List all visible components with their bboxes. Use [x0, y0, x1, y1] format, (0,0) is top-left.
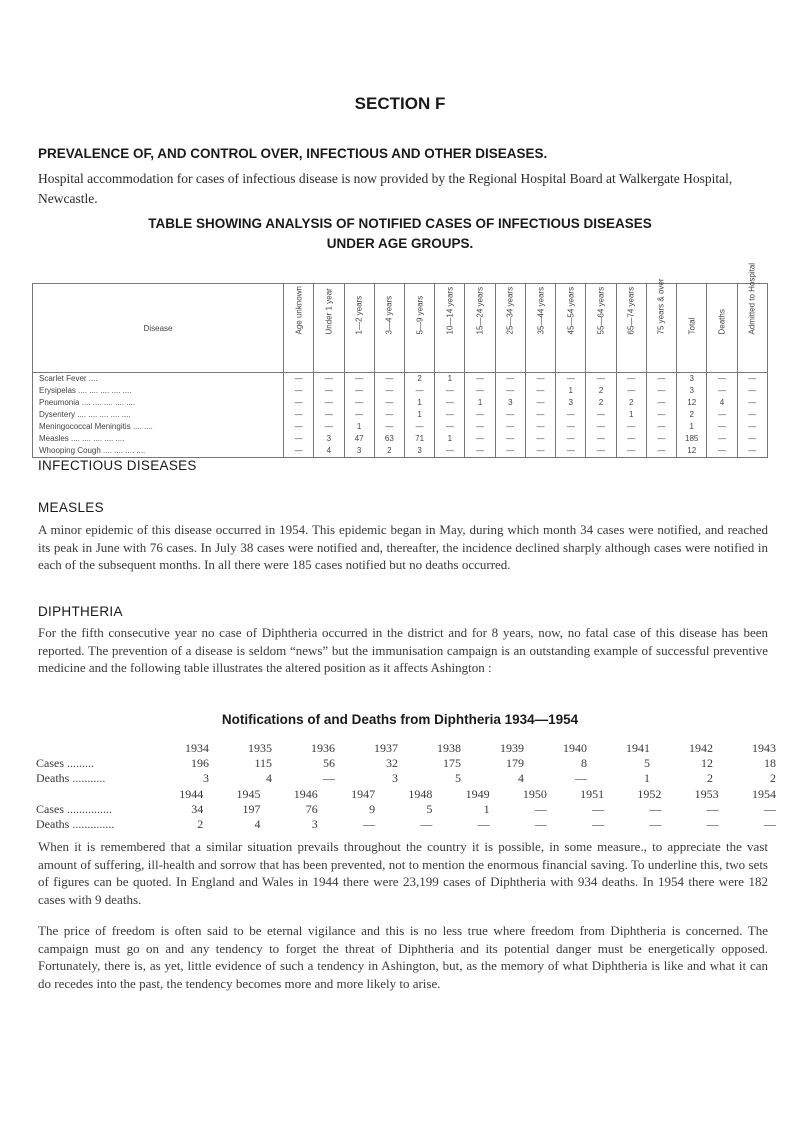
age-table-body — [33, 373, 768, 458]
table-cell: — — [556, 433, 586, 445]
table-cell: — — [646, 433, 676, 445]
table-cell: 1 — [435, 433, 465, 445]
year-row-value: 1934 — [185, 741, 209, 755]
column-header: Admitted to Hospital — [747, 262, 757, 334]
table-cell: — — [495, 373, 525, 386]
cases-row-value: — — [592, 802, 605, 816]
prevalence-heading: PREVALENCE OF, AND CONTROL OVER, INFECTIOUS AND OTHER DISEASES. — [38, 146, 548, 161]
deaths-row-value: 4 — [266, 771, 272, 785]
cases-row-value: 76 — [305, 802, 318, 816]
table-cell: — — [495, 421, 525, 433]
year-row-label — [36, 787, 146, 802]
table-cell: — — [284, 409, 314, 421]
column-header: Age unknown — [294, 285, 304, 334]
deaths-row-value: 2 — [770, 771, 776, 785]
table-cell: — — [737, 409, 767, 421]
table-cell: — — [284, 385, 314, 397]
cases-row-value: — — [706, 802, 719, 816]
table-cell: — — [435, 445, 465, 458]
table-cell: 2 — [586, 397, 616, 409]
disease-name: Scarlet Fever .... — [33, 373, 284, 386]
cases-row-value: 56 — [323, 756, 335, 770]
table-cell: — — [586, 421, 616, 433]
table-cell: 4 — [314, 445, 344, 458]
deaths-row-value: — — [764, 817, 776, 831]
table-cell: — — [646, 373, 676, 386]
deaths-row-label: Deaths ........... — [36, 771, 106, 785]
deaths-row — [36, 817, 776, 832]
table-cell: — — [404, 385, 434, 397]
table-cell: — — [314, 421, 344, 433]
cases-row — [36, 802, 776, 817]
table-cell: — — [344, 385, 374, 397]
table-cell: 12 — [677, 445, 707, 458]
year-row-value: 1945 — [236, 787, 261, 801]
deaths-row-value: 5 — [455, 771, 461, 785]
table-cell: — — [284, 373, 314, 386]
table-cell: — — [525, 397, 555, 409]
table-cell: — — [616, 421, 646, 433]
table-cell: — — [737, 421, 767, 433]
table-cell: — — [707, 385, 737, 397]
table-cell: — — [284, 445, 314, 458]
table-cell: 71 — [404, 433, 434, 445]
year-row-value: 1940 — [563, 741, 587, 755]
table-cell: — — [646, 397, 676, 409]
year-row-value: 1942 — [689, 741, 713, 755]
table-cell: — — [374, 385, 404, 397]
table-row — [33, 433, 768, 445]
year-row-value: 1941 — [626, 741, 650, 755]
table-cell: — — [525, 373, 555, 386]
year-row-value: 1947 — [351, 787, 376, 801]
cases-row-value: 34 — [191, 802, 204, 816]
column-header: Deaths — [717, 308, 727, 334]
table-cell: — — [586, 445, 616, 458]
year-row-value: 1943 — [752, 741, 776, 755]
table-cell: 2 — [677, 409, 707, 421]
deaths-row-label: Deaths .............. — [36, 817, 115, 831]
column-header: 45—54 years — [566, 286, 576, 334]
table-cell: — — [435, 409, 465, 421]
diphtheria-table-1934-1943 — [36, 741, 776, 786]
cases-row-value: 5 — [426, 802, 433, 816]
deaths-row-value: 4 — [518, 771, 524, 785]
table-cell: — — [495, 409, 525, 421]
diphtheria-notifications-heading: Notifications of and Deaths from Diphtheria 1934—1954 — [221, 712, 579, 727]
price-of-freedom-paragraph: The price of freedom is often said to be eternal vigilance and this is no less true where freedom from Diphtheria is concerned. The campaign must go on and any tendency to forget the threat of Diphtheria and its potential danger must be energetically opposed. Fortunately, there is, as yet, little evidence of such a tendency in Ashington, but, as the memory of what Diphtheria is like and what it can do recedes into the past, the tendency becomes more and more likely to arise. — [38, 923, 768, 991]
year-row — [36, 787, 776, 802]
diphtheria-table-1944-1954 — [36, 787, 776, 832]
table-cell: 1 — [344, 421, 374, 433]
year-row-value: 1954 — [752, 787, 776, 801]
table-heading-line1: TABLE SHOWING ANALYSIS OF NOTIFIED CASES OF INFECTIOUS DISEASES — [148, 216, 652, 231]
year-row-value: 1953 — [694, 787, 719, 801]
table-cell: — — [525, 385, 555, 397]
table-cell: — — [616, 433, 646, 445]
deaths-row-value: 2 — [197, 817, 204, 831]
disease-name: Pneumonia .... .... .... .... .... — [33, 397, 284, 409]
column-header: 5—9 years — [415, 295, 425, 334]
cases-row-value: 8 — [581, 756, 587, 770]
table-cell: 1 — [677, 421, 707, 433]
table-cell: — — [465, 433, 495, 445]
year-row-value: 1938 — [437, 741, 461, 755]
table-row — [33, 385, 768, 397]
year-row-value: 1952 — [637, 787, 662, 801]
table-cell: — — [495, 433, 525, 445]
table-row — [33, 397, 768, 409]
table-cell: — — [707, 445, 737, 458]
table-cell: 3 — [677, 385, 707, 397]
table-cell: 1 — [616, 409, 646, 421]
table-cell: — — [525, 445, 555, 458]
deaths-row-value: — — [420, 817, 433, 831]
year-row-label — [36, 741, 146, 756]
table-cell: — — [465, 445, 495, 458]
table-cell: — — [556, 445, 586, 458]
table-cell: 3 — [677, 373, 707, 386]
table-cell: — — [616, 445, 646, 458]
deaths-row-value: — — [534, 817, 547, 831]
table-cell: 3 — [556, 397, 586, 409]
cases-row — [36, 756, 776, 771]
year-row-value: 1951 — [580, 787, 605, 801]
cases-row-value: 9 — [369, 802, 376, 816]
deaths-row-value: — — [363, 817, 376, 831]
cases-row-value: — — [764, 802, 776, 816]
column-header: 55—64 years — [596, 286, 606, 334]
year-row-value: 1937 — [374, 741, 398, 755]
year-row-value: 1948 — [408, 787, 433, 801]
table-cell: 2 — [616, 397, 646, 409]
table-cell: 47 — [344, 433, 374, 445]
cases-row-value: — — [534, 802, 547, 816]
table-row — [33, 373, 768, 386]
deaths-row-value: 4 — [254, 817, 261, 831]
cases-row-value: — — [649, 802, 662, 816]
deaths-row-value: — — [575, 771, 587, 785]
table-cell: 3 — [314, 433, 344, 445]
cases-row-value: 12 — [701, 756, 713, 770]
cases-row-label: Cases ............... — [36, 802, 112, 816]
table-cell: 1 — [404, 397, 434, 409]
table-cell: — — [586, 409, 616, 421]
disease-name: Whooping Cough .... .... .... .... — [33, 445, 284, 458]
disease-name: Dysentery .... .... .... .... .... — [33, 409, 284, 421]
deaths-row-value: — — [477, 817, 490, 831]
table-cell: 185 — [677, 433, 707, 445]
table-cell: — — [586, 373, 616, 386]
cases-row-label: Cases ......... — [36, 756, 94, 770]
deaths-row-value: 2 — [707, 771, 713, 785]
table-cell: — — [344, 373, 374, 386]
remembered-paragraph: When it is remembered that a similar situation prevails throughout the country it is possible, in some measure., to appreciate the vast amount of suffering, ill-health and sorrow that has been prevented, not to mention the enormous financial saving. To underline this, two sets of figures can be quoted. In England and Wales in 1944 there were 23,199 cases of Diphtheria with 934 deaths. In 1954 there were 182 cases with 9 deaths. — [38, 839, 768, 907]
table-cell: — — [465, 385, 495, 397]
table-cell: — — [314, 409, 344, 421]
table-cell: — — [646, 421, 676, 433]
table-cell: — — [646, 409, 676, 421]
table-heading — [0, 214, 800, 254]
disease-column-header: Disease — [33, 284, 284, 373]
table-cell: — — [435, 385, 465, 397]
table-cell: — — [435, 421, 465, 433]
deaths-row-value: 3 — [311, 817, 318, 831]
table-cell: — — [374, 373, 404, 386]
table-cell: — — [465, 373, 495, 386]
deaths-row-value: 1 — [644, 771, 650, 785]
deaths-row-value: — — [706, 817, 719, 831]
year-row-value: 1936 — [311, 741, 335, 755]
table-cell: 1 — [465, 397, 495, 409]
diphtheria-paragraph: For the fifth consecutive year no case of Diphtheria occurred in the district and for 8 years, now, no fatal case of this disease has been reported. The prevention of a disease is seldom “news” but the immunisation campaign is an outstanding example of successful preventive medicine and the following table illustrates the altered position as it affects Ashington : — [38, 625, 768, 675]
table-cell: 3 — [404, 445, 434, 458]
column-header: Under 1 year — [324, 287, 334, 334]
table-cell: — — [556, 421, 586, 433]
infectious-diseases-heading: INFECTIOUS DISEASES — [38, 458, 197, 473]
cases-row-value: 197 — [242, 802, 261, 816]
table-cell: — — [314, 373, 344, 386]
table-cell: — — [374, 409, 404, 421]
table-cell: — — [525, 421, 555, 433]
table-cell: 1 — [556, 385, 586, 397]
disease-name: Measles .... .... .... .... .... — [33, 433, 284, 445]
table-cell: — — [737, 397, 767, 409]
table-cell: — — [495, 445, 525, 458]
table-cell: — — [586, 433, 616, 445]
table-cell: — — [556, 409, 586, 421]
table-cell: 2 — [586, 385, 616, 397]
column-header: 10—14 years — [445, 286, 455, 334]
diphtheria-heading: DIPHTHERIA — [38, 604, 123, 619]
table-cell: — — [737, 385, 767, 397]
year-row-value: 1946 — [293, 787, 318, 801]
deaths-row — [36, 771, 776, 786]
cases-row-value: 5 — [644, 756, 650, 770]
column-header: 75 years & over — [656, 277, 666, 334]
table-cell: — — [465, 409, 495, 421]
table-cell: — — [344, 397, 374, 409]
table-cell: 1 — [435, 373, 465, 386]
year-row-value: 1949 — [465, 787, 490, 801]
table-cell: — — [737, 445, 767, 458]
table-cell: — — [646, 445, 676, 458]
intro-paragraph: Hospital accommodation for cases of infectious disease is now provided by the Regional Hospital Board at Walkergate Hospital, Newcastle. — [38, 171, 733, 206]
table-cell: — — [404, 421, 434, 433]
year-row-value: 1950 — [522, 787, 547, 801]
table-cell: 12 — [677, 397, 707, 409]
age-group-table — [32, 262, 768, 458]
table-cell: 3 — [344, 445, 374, 458]
table-cell: — — [525, 409, 555, 421]
table-cell: — — [525, 433, 555, 445]
table-cell: — — [737, 433, 767, 445]
table-cell: — — [707, 433, 737, 445]
table-cell: — — [707, 409, 737, 421]
cases-row-value: 175 — [443, 756, 461, 770]
table-cell: — — [616, 373, 646, 386]
table-cell: 4 — [707, 397, 737, 409]
table-cell: — — [284, 433, 314, 445]
disease-name: Meningococcal Meningitis .... .... — [33, 421, 284, 433]
table-heading-line2: UNDER AGE GROUPS. — [326, 236, 474, 251]
year-row-value: 1939 — [500, 741, 524, 755]
measles-paragraph: A minor epidemic of this disease occurred in 1954. This epidemic began in May, during which month 34 cases were notified, and reached its peak in June with 76 cases. In July 38 cases were notified and, thereafter, the incidence declined sharply although cases were notified in each of the subsequent months. In all there were 185 cases notified but no deaths occurred. — [38, 522, 768, 572]
table-row — [33, 445, 768, 458]
section-title: SECTION F — [354, 94, 446, 113]
year-row — [36, 741, 776, 756]
cases-row-value: 196 — [191, 756, 209, 770]
column-header: 3—4 years — [384, 295, 394, 334]
table-cell: — — [646, 385, 676, 397]
table-cell: — — [284, 397, 314, 409]
table-cell: 2 — [374, 445, 404, 458]
table-cell: 63 — [374, 433, 404, 445]
table-cell: 3 — [495, 397, 525, 409]
table-cell: — — [556, 373, 586, 386]
deaths-row-value: 3 — [392, 771, 398, 785]
column-header: 25—34 years — [505, 286, 515, 334]
deaths-row-value: 3 — [203, 771, 209, 785]
deaths-row-value: — — [649, 817, 662, 831]
cases-row-value: 179 — [506, 756, 524, 770]
deaths-row-value: — — [323, 771, 335, 785]
column-header: 65—74 years — [626, 286, 636, 334]
table-cell: — — [284, 421, 314, 433]
table-cell: — — [737, 373, 767, 386]
year-row-value: 1944 — [179, 787, 204, 801]
table-cell: — — [465, 421, 495, 433]
table-cell: — — [374, 397, 404, 409]
table-row — [33, 409, 768, 421]
table-row — [33, 421, 768, 433]
cases-row-value: 18 — [764, 756, 776, 770]
disease-name: Erysipelas .... .... .... .... .... — [33, 385, 284, 397]
table-cell: — — [374, 421, 404, 433]
cases-row-value: 115 — [254, 756, 272, 770]
table-cell: — — [707, 421, 737, 433]
measles-heading: MEASLES — [38, 500, 104, 515]
age-table-header-row — [33, 284, 768, 373]
column-header: 35—44 years — [536, 286, 546, 334]
year-row-value: 1935 — [248, 741, 272, 755]
table-cell: — — [707, 373, 737, 386]
cases-row-value: 1 — [483, 802, 490, 816]
table-cell: — — [616, 385, 646, 397]
deaths-row-value: — — [592, 817, 605, 831]
column-header: 15—24 years — [475, 286, 485, 334]
table-cell: — — [314, 397, 344, 409]
cases-row-value: 32 — [386, 756, 398, 770]
table-cell: — — [344, 409, 374, 421]
table-cell: 1 — [404, 409, 434, 421]
table-cell: — — [314, 385, 344, 397]
table-cell: 2 — [404, 373, 434, 386]
column-header: 1—2 years — [354, 295, 364, 334]
table-cell: — — [435, 397, 465, 409]
table-cell: — — [495, 385, 525, 397]
column-header: Total — [687, 317, 697, 334]
